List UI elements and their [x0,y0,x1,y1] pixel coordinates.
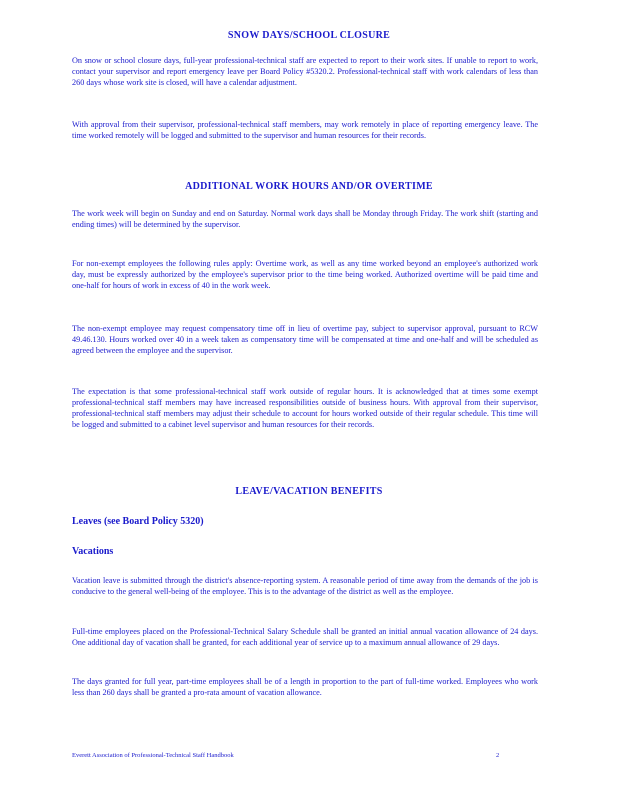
paragraph-overtime-4: The expectation is that some professional-technical staff work outside of regular hours. It is acknowledged that at times some exempt professional-technical staff members may have increased responsibilities outside of business hours. With approval from their supervisor, professional-technical staff members may adjust their schedule to account for hours worked outside of their regular schedule. This time will be logged and submitted to a cabinet level supervisor and human resources for their records. [72,387,538,429]
paragraph-overtime-3: The non-exempt employee may request compensatory time off in lieu of overtime pay, subject to supervisor approval, pursuant to RCW 49.46.130. Hours worked over 40 in a week taken as compensatory time will be compensated at time and one-half and will be scheduled as agreed between the employee and the supervisor. [72,324,538,355]
paragraph-vacation-3: The days granted for full year, part-time employees shall be of a length in proportion to the part of full-time worked. Employees who work less than 260 days shall be granted a pro-rata amount of vacation allowance. [72,677,538,697]
heading-snow-days: SNOW DAYS/SCHOOL CLOSURE [227,30,391,41]
paragraph-overtime-1: The work week will begin on Sunday and end on Saturday. Normal work days shall be Monday through Friday. The work shift (starting and ending times) will be determined by the supervisor. [72,209,538,229]
footer-title: Everett Association of Professional-Technical Staff Handbook [72,752,234,759]
page-number: 2 [496,752,500,759]
page-footer [72,752,502,759]
paragraph-vacation-2: Full-time employees placed on the Professional-Technical Salary Schedule shall be granted an initial annual vacation allowance of 24 days. One additional day of vacation shall be granted, for each additional year of service up to a maximum annual allowance of 29 days. [72,627,538,647]
heading-overtime: ADDITIONAL WORK HOURS AND/OR OVERTIME [185,181,433,192]
paragraph-overtime-2: For non-exempt employees the following rules apply: Overtime work, as well as any time worked beyond an employee's authorized work day, must be expressly authorized by the employee's supervisor prior to the time being worked. Authorized overtime will be paid time and one-half for hours of work in excess of 40 in the work week. [72,259,538,290]
paragraph-vacation-1: Vacation leave is submitted through the district's absence-reporting system. A reasonable period of time away from the demands of the job is conducive to the general well-being of the employee. This is to the advantage of the district as well as the employee. [72,576,538,596]
subheading-leaves: Leaves (see Board Policy 5320) [72,516,204,527]
subheading-vacations: Vacations [72,546,114,557]
heading-leave-vacation: LEAVE/VACATION BENEFITS [235,486,383,497]
paragraph-snow-2: With approval from their supervisor, professional-technical staff members, may work remotely in place of reporting emergency leave. The time worked remotely will be logged and submitted to the supervisor and human resources for their records. [72,120,538,140]
paragraph-snow-1: On snow or school closure days, full-year professional-technical staff are expected to report to their work sites. If unable to report to work, contact your supervisor and report emergency leave per Board Policy #5320.2. Professional-technical staff with work calendars of less than 260 days whose work site is closed, will have a calendar adjustment. [72,56,538,87]
